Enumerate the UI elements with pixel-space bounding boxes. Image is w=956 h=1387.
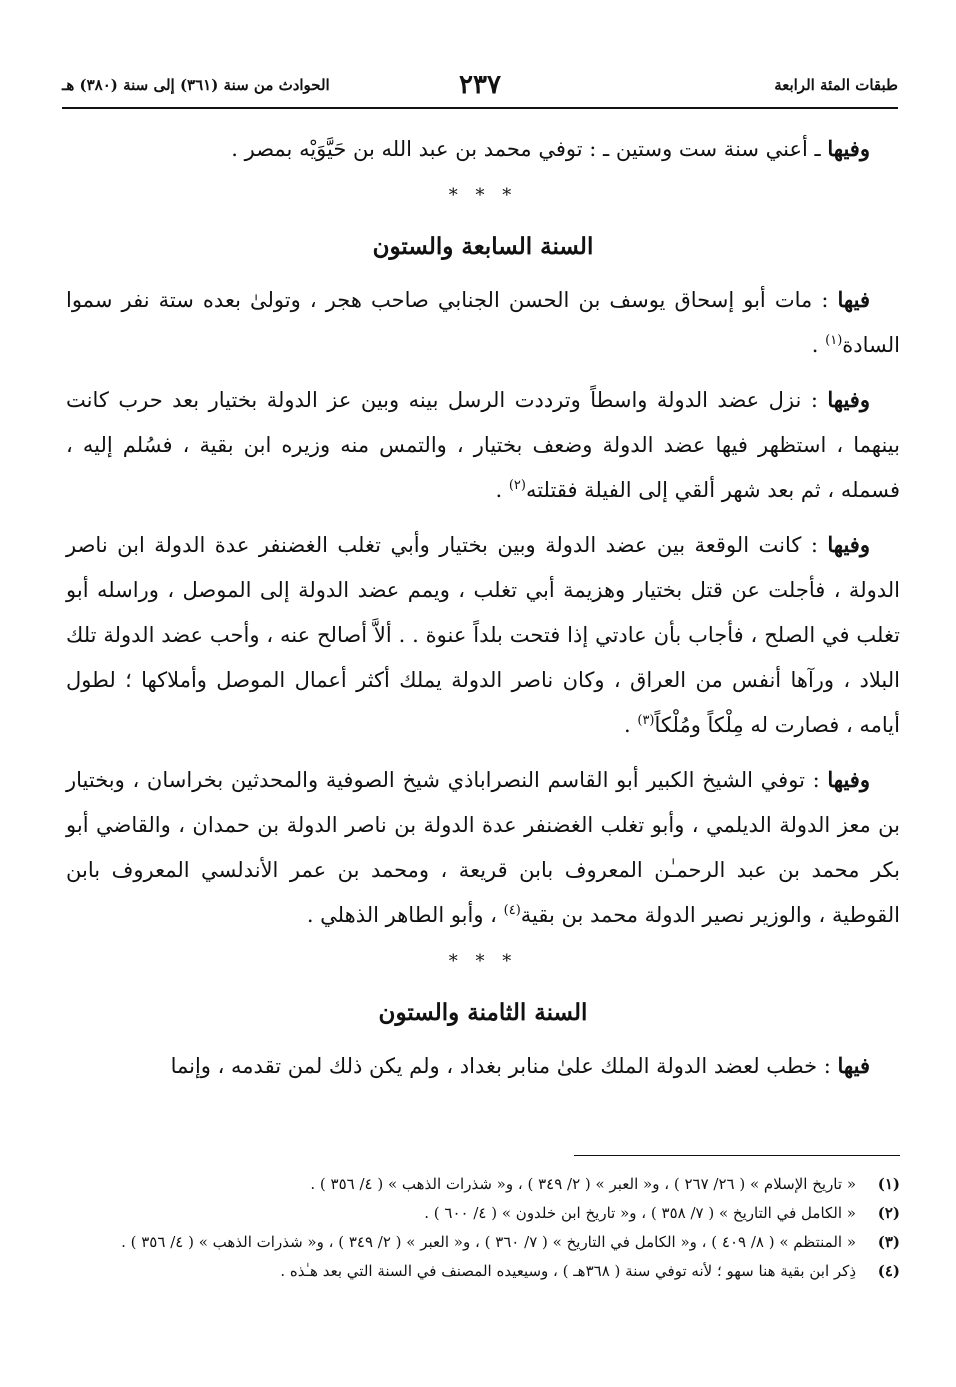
- paragraph-text: : مات أبو إسحاق يوسف بن الحسن الجنابي صاحب هجر ، وتولىٰ بعده ستة نفر سموا السادة: [66, 288, 900, 357]
- paragraph: [66, 522, 900, 748]
- page-number: ٢٣٧: [459, 70, 501, 100]
- footnote-ref: (٣): [637, 713, 655, 728]
- paragraph-text: : كانت الوقعة بين عضد الدولة وبين بختيار وأبي تغلب الغضنفر عدة الدولة ابن ناصر الدولة ، فأجلت عن قتل بختيار وهزيمة أبي تغلب ، ويمم عضد الدولة إلى الموصل ، وراسله أبو تغلب في الصلح ، فأجاب بأن عادتي إذا فتحت بلداً عنوة . . ألاَّ أصالح عنه ، وأحب عضد الدولة تلك البلاد ، ورآها أنفس من العراق ، وكان ناصر الدولة يملك أكثر أعمال الموصل وأملاكها ؛ لطول أيامه ، فصارت له مِلْكاً ومُلْكاً: [66, 533, 900, 737]
- footnote-rule: [574, 1155, 900, 1156]
- paragraph-tail: .: [811, 333, 826, 357]
- paragraph-lead: وفيها: [827, 532, 870, 557]
- running-header: [62, 70, 898, 106]
- paragraph-text: ـ أعني سنة ست وستين ـ : توفي محمد بن عبد الله بن حَيَّوَيْه بمصر .: [231, 137, 828, 161]
- paragraph: [66, 126, 900, 172]
- section-title: الحوادث من سنة (٣٦١) إلى سنة (٣٨٠) هـ: [62, 76, 330, 94]
- footnote-text: ذِكر ابن بقية هنا سهو ؛ لأنه توفي سنة ( ٣٦٨هـ ) ، وسيعيده المصنف في السنة التي بعد هـٰذه .: [280, 1262, 856, 1280]
- paragraph-lead: وفيها: [827, 387, 870, 412]
- paragraph-lead: فيها: [837, 287, 870, 312]
- footnote: [62, 1170, 900, 1199]
- footnote: [62, 1199, 900, 1228]
- paragraph: [66, 757, 900, 938]
- footnote-number: (١): [877, 1175, 900, 1193]
- section-separator: * * *: [448, 185, 518, 206]
- paragraph: [66, 1043, 900, 1089]
- paragraph: [66, 277, 900, 368]
- footnote-ref: (١): [825, 333, 843, 348]
- section-separator: * * *: [448, 951, 518, 972]
- header-rule: [62, 107, 898, 109]
- footnote-number: (٤): [877, 1262, 900, 1280]
- year-heading: السنة السابعة والستون: [372, 233, 594, 260]
- paragraph-lead: وفيها: [827, 767, 870, 792]
- paragraph-lead: وفيها: [827, 136, 870, 161]
- footnote-number: (٢): [877, 1204, 900, 1222]
- paragraph-text: : خطب لعضد الدولة الملك علىٰ منابر بغداد ، ولم يكن ذلك لمن تقدمه ، وإنما: [170, 1054, 838, 1078]
- paragraph: [66, 377, 900, 513]
- footnote-text: « تاريخ الإسلام » ( ٢٦/ ٢٦٧ ) ، و« العبر » ( ٢/ ٣٤٩ ) ، و« شذرات الذهب » ( ٤/ ٣٥٦ ) .: [310, 1175, 856, 1193]
- paragraph-lead: فيها: [837, 1053, 870, 1078]
- footnote-text: « الكامل في التاريخ » ( ٧/ ٣٥٨ ) ، و« تاريخ ابن خلدون » ( ٤/ ٦٠٠ ) .: [424, 1204, 856, 1222]
- footnote-ref: (٤): [503, 903, 521, 918]
- paragraph-text: : توفي الشيخ الكبير أبو القاسم النصراباذي شيخ الصوفية والمحدثين بخراسان ، وبختيار بن معز الدولة الديلمي ، وأبو تغلب الغضنفر عدة الدولة بن ناصر الدولة بن حمدان ، والقاضي أبو بكر محمد بن عبد الرحمـٰن المعروف بابن قريعة ، ومحمد بن عمر الأندلسي المعروف بابن القوطية ، والوزير نصير الدولة محمد بن بقية: [66, 768, 900, 927]
- paragraph-tail: .: [624, 713, 638, 737]
- year-heading: السنة الثامنة والستون: [378, 999, 588, 1026]
- paragraph-text: : نزل عضد الدولة واسطاً وترددت الرسل بينه وبين عز الدولة بختيار بعد حرب كانت بينهما ، استظهر فيها عضد الدولة وضعف بختيار ، والتمس منه وزيره ابن بقية ، فسُلم إليه ، فسمله ، ثم بعد شهر ألقي إلى الفيلة فقتلته: [66, 388, 900, 502]
- footnote-text: « المنتظم » ( ٨/ ٤٠٩ ) ، و« الكامل في التاريخ » ( ٧/ ٣٦٠ ) ، و« العبر » ( ٢/ ٣٤٩ ) ، و« شذرات الذهب » ( ٤/ ٣٥٦ ) .: [121, 1233, 856, 1251]
- book-title: طبقات المئة الرابعة: [774, 76, 898, 94]
- footnote-number: (٣): [877, 1233, 900, 1251]
- paragraph-tail: .: [495, 478, 509, 502]
- main-text: [66, 126, 900, 1098]
- footnote: [62, 1228, 900, 1257]
- footnote-ref: (٢): [508, 478, 526, 493]
- footnote: [62, 1257, 900, 1286]
- paragraph-tail: ، وأبو الطاهر الذهلي .: [306, 903, 504, 927]
- footnotes: [62, 1170, 900, 1286]
